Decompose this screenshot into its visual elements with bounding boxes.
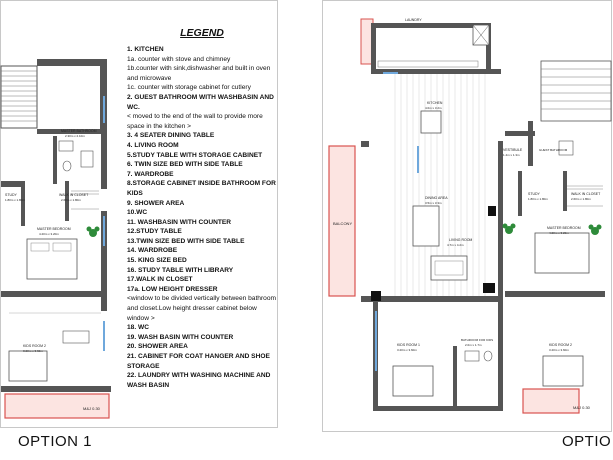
label-walk-in-closet-dim: 2.60m x 1.80m: [61, 198, 81, 202]
plant-icon: [503, 224, 516, 235]
label-walk-in-closet: WALK IN CLOSET: [59, 193, 89, 197]
legend-item: 16. STUDY TABLE WITH LIBRARY: [127, 266, 234, 274]
option-2-label: OPTIO: [562, 433, 612, 450]
label-bathroom-kids-dim: 2.0m x 1.7m: [465, 343, 482, 347]
shower-area: [81, 151, 93, 167]
label-laundry: LAUNDRY: [405, 18, 422, 22]
legend-item: 18. WC: [127, 324, 149, 332]
label-kids-room: KIDS ROOM 2: [23, 344, 46, 348]
legend-title: LEGEND: [180, 27, 224, 39]
staircase: [1, 66, 37, 128]
label-guest-bathroom: GUEST BATHROOM: [539, 148, 568, 152]
closet-shelving: [567, 186, 603, 206]
twin-bed-kids-2: [543, 356, 583, 386]
label-kids-room-2-dim: 3.20m x 3.60m: [549, 348, 569, 352]
label-dining-area: DINING AREA: [425, 196, 448, 200]
wc: [63, 161, 71, 171]
label-master-bedroom-dim: 4.20m x 3.20m: [39, 232, 59, 236]
legend-item: 19. WASH BASIN WITH COUNTER: [127, 333, 234, 341]
kitchen-island: [421, 111, 441, 133]
label-walk-in-closet-dim: 2.60m x 1.80m: [571, 197, 591, 201]
legend-item: 1a. counter with stove and chimney: [127, 55, 231, 63]
twin-bed-kids-1: [393, 366, 433, 396]
dining-table: [413, 206, 439, 246]
legend-item: 21. CABINET FOR COAT HANGER AND SHOE STORAGE: [127, 353, 270, 370]
option-2-sheet: [322, 0, 612, 432]
option-1-label: OPTION 1: [18, 433, 93, 450]
twin-bed: [9, 351, 47, 381]
legend: [127, 27, 277, 390]
option-2-floor-plan: [323, 1, 613, 433]
staircase: [541, 61, 611, 121]
label-kids-room-dim: 3.20m x 3.60m: [23, 349, 43, 353]
label-study-dim: 1.80m x 1.80m: [5, 198, 25, 202]
legend-item: 9. SHOWER AREA: [127, 199, 185, 207]
legend-item: 7. WARDROBE: [127, 170, 174, 178]
wc: [484, 351, 492, 361]
legend-item: 1. KITCHEN: [127, 46, 164, 53]
label-balcony-dim: M&J 0.30: [83, 406, 100, 411]
king-size-bed: [535, 233, 589, 273]
legend-item: 3. 4 SEATER DINING TABLE: [127, 132, 215, 140]
windows: [376, 73, 418, 371]
elevator-icon: [473, 25, 489, 45]
plant-icon: [589, 225, 602, 236]
label-kitchen-dim: 4.0m x 3.2m: [425, 106, 442, 110]
legend-item: 15. KING SIZE BED: [127, 257, 187, 265]
legend-item: 11. WASHBASIN WITH COUNTER: [127, 218, 232, 226]
label-dining-dim: 3.5m x 3.3m: [425, 201, 442, 205]
label-master-bedroom: MASTER BEDROOM: [37, 227, 71, 231]
label-study-dim: 1.80m x 1.80m: [528, 197, 548, 201]
legend-item: 17a. LOW HEIGHT DRESSER: [127, 285, 218, 293]
legend-item: 17.WALK IN CLOSET: [127, 276, 193, 284]
label-walk-in-closet: WALK IN CLOSET: [571, 192, 601, 196]
legend-item: 10.WC: [127, 209, 148, 217]
label-living-room: LIVING ROOM: [449, 238, 473, 242]
label-vestibule-dim: 1.4m x 1.3m: [503, 153, 520, 157]
legend-item: 22. LAUNDRY WITH WASHING MACHINE AND WASH BASIN: [127, 372, 271, 389]
legend-item: 13.TWIN SIZE BED WITH SIDE TABLE: [127, 237, 245, 245]
legend-item: 20. SHOWER AREA: [127, 343, 188, 351]
washbasin: [59, 141, 73, 151]
washbasin: [465, 351, 479, 361]
label-master-bedroom-dim: 4.20m x 3.20m: [549, 231, 569, 235]
label-study: STUDY: [5, 193, 17, 197]
plant-icon: [87, 227, 100, 238]
label-study: STUDY: [528, 192, 540, 196]
legend-item: 8.STORAGE CABINET INSIDE BATHROOM FOR KIDS: [127, 180, 276, 197]
kitchen-counter: [378, 61, 478, 67]
legend-item: < moved to the end of the wall to provide more space in the kitchen >: [127, 113, 263, 130]
legend-item: 2. GUEST BATHROOM WITH WASHBASIN AND WC.: [127, 93, 274, 111]
balcony-bottom: [523, 389, 579, 413]
label-master-bedroom: MASTER BEDROOM: [547, 226, 581, 230]
label-kids-room-1-dim: 3.20m x 3.60m: [397, 348, 417, 352]
label-master-bathroom-dim: 2.30m x 2.10m: [65, 134, 85, 138]
legend-item: 6. TWIN SIZE BED WITH SIDE TABLE: [127, 161, 243, 169]
legend-item: 4. LIVING ROOM: [127, 141, 179, 149]
study-table: [63, 331, 89, 343]
sofa: [431, 256, 467, 280]
label-balcony: BALCONY: [333, 221, 353, 226]
legend-item: <window to be divided vertically between bathroom and closet.Low height dresser cabinet below window >: [127, 295, 276, 322]
legend-item: 12.STUDY TABLE: [127, 228, 182, 236]
legend-item: 1c. counter with storage cabinet for cutlery: [127, 84, 251, 92]
label-living-dim: 4.7m x 4.2m: [447, 243, 464, 247]
label-balcony-dim: M&J 0.30: [573, 405, 590, 410]
king-size-bed: [27, 239, 77, 279]
label-master-bathroom: MASTER BATHROOM: [61, 129, 97, 133]
legend-item: 14. WARDROBE: [127, 247, 178, 255]
label-kids-room-1: KIDS ROOM 1: [397, 343, 420, 347]
label-kids-room-2: KIDS ROOM 2: [549, 343, 572, 347]
legend-list: [127, 45, 277, 390]
label-vestibule: VESTIBULE: [503, 148, 523, 152]
label-kitchen: KITCHEN: [427, 101, 443, 105]
legend-item: 1b.counter with sink,dishwasher and built in oven and microwave: [127, 65, 271, 82]
label-bathroom-for-kids: BATHROOM FOR KIDS: [461, 338, 494, 342]
legend-item: 5.STUDY TABLE WITH STORAGE CABINET: [127, 151, 263, 159]
option-1-sheet: [0, 0, 278, 428]
